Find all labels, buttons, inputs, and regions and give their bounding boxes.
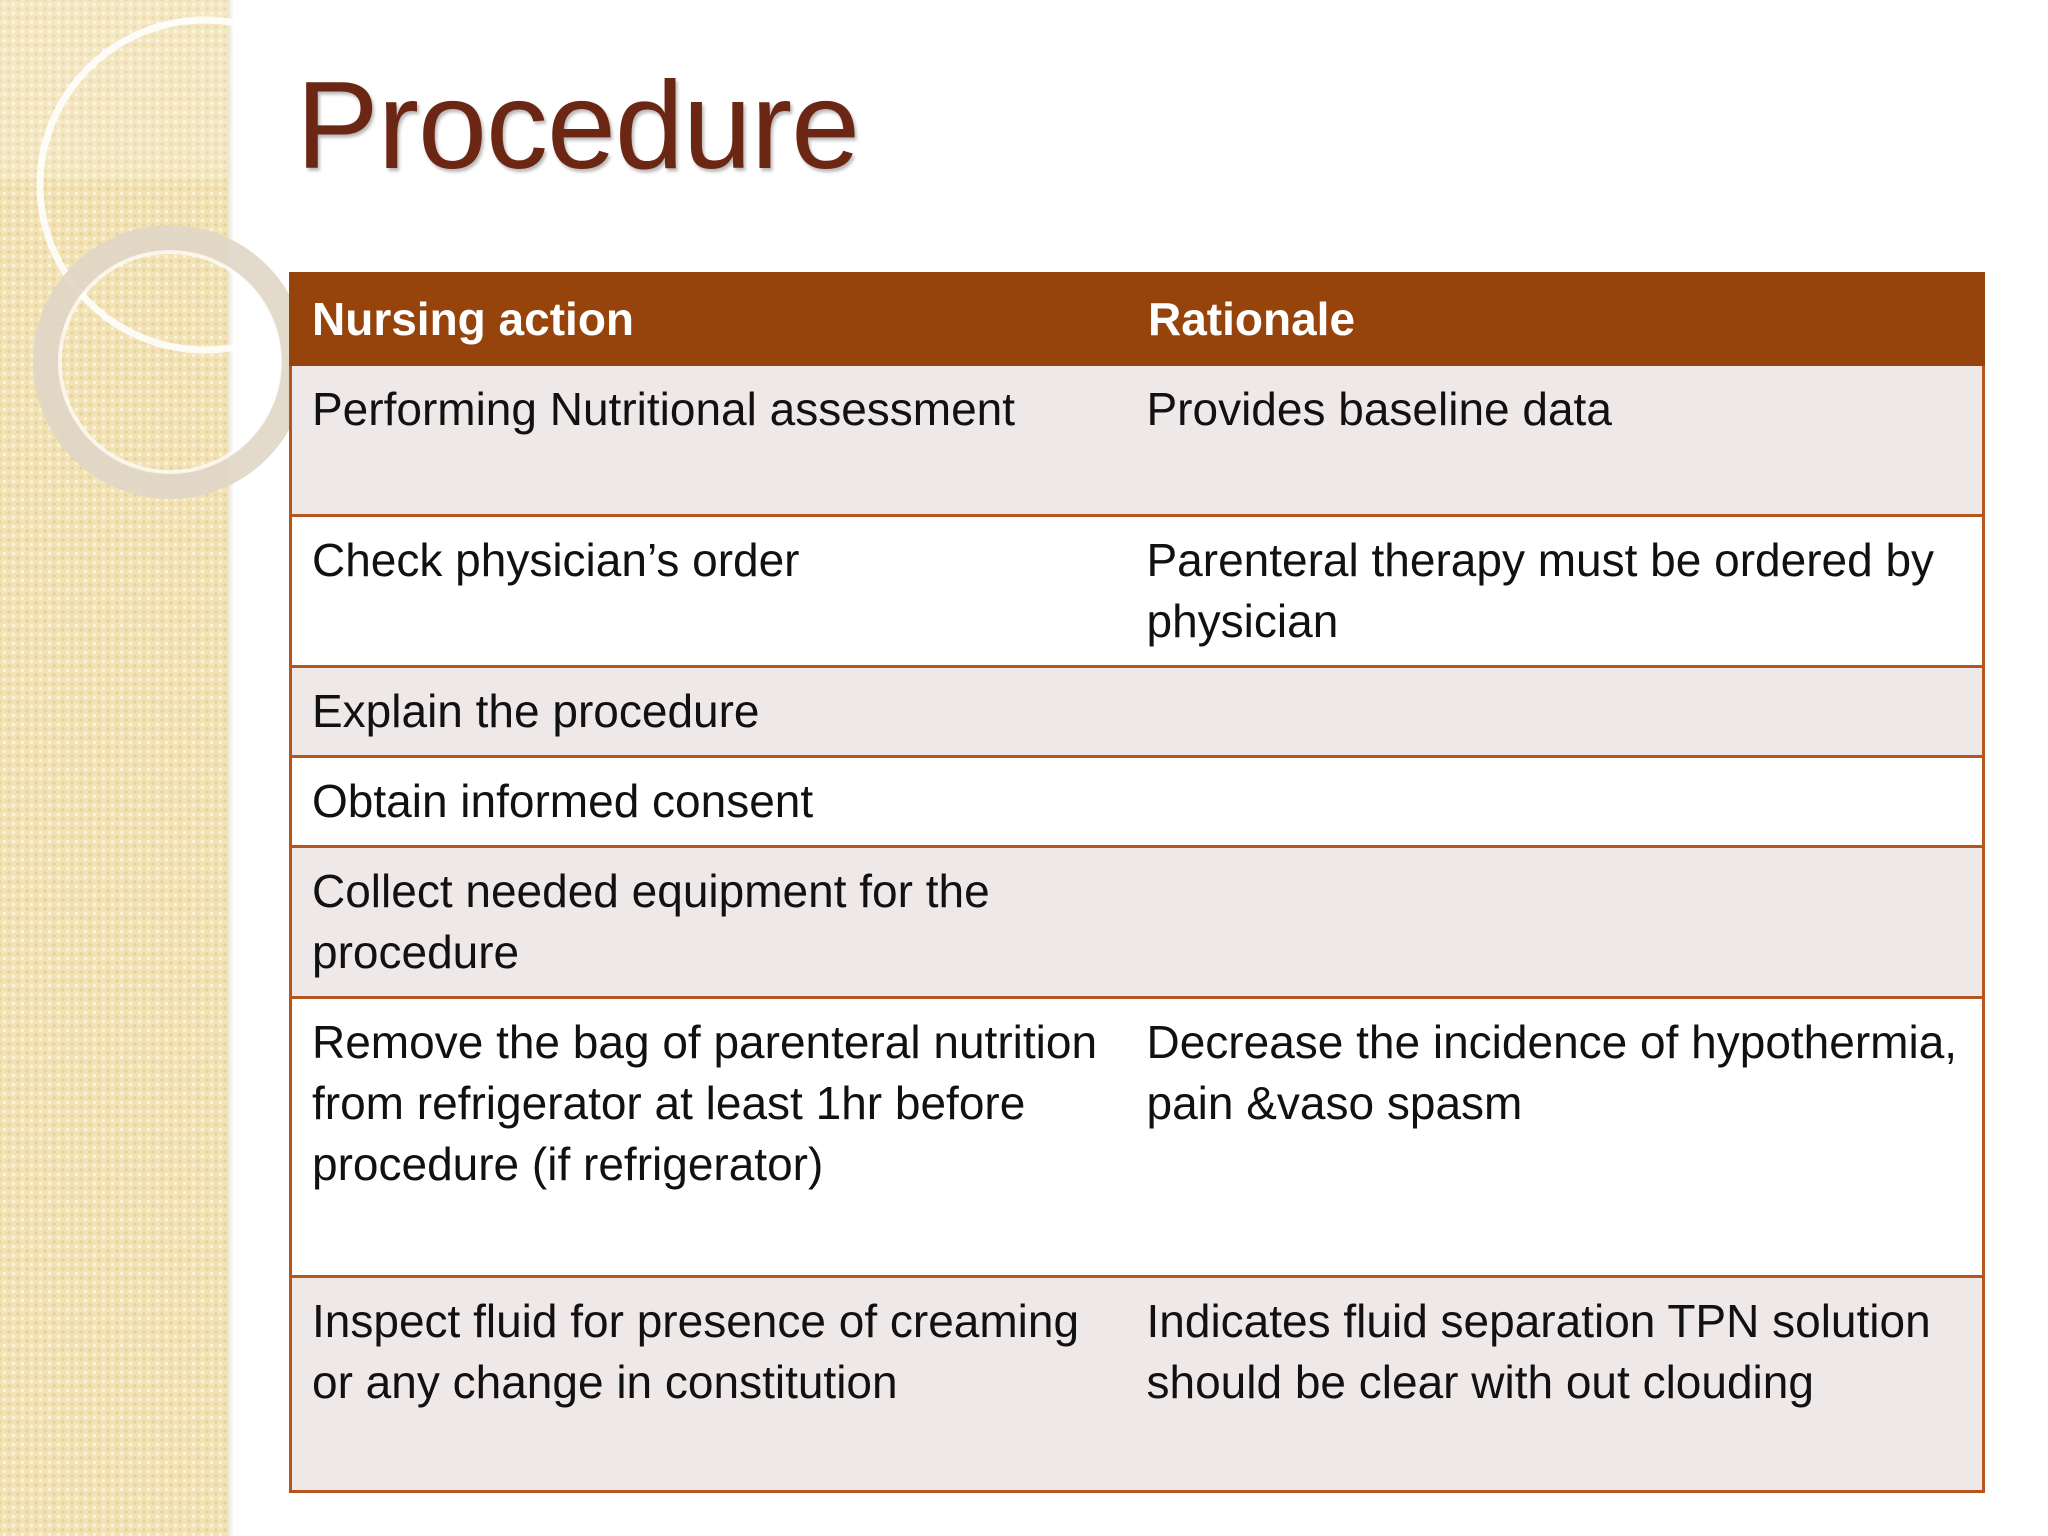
- table-row: [291, 365, 1984, 516]
- rationale-cell: Parenteral therapy must be ordered by physician: [1127, 516, 1984, 667]
- rationale-cell: Provides baseline data: [1127, 365, 1984, 516]
- table-header-row: [291, 274, 1984, 365]
- header-nursing-action: Nursing action: [291, 274, 1127, 365]
- rationale-cell: [1127, 757, 1984, 847]
- ring-decoration-icon: [0, 0, 300, 520]
- procedure-table: [289, 272, 1985, 1493]
- small-ring-inner-icon: [60, 252, 280, 472]
- rationale-cell: [1127, 847, 1984, 998]
- table-row: [291, 847, 1984, 998]
- rationale-cell: Decrease the incidence of hypothermia, pain &vaso spasm: [1127, 998, 1984, 1277]
- header-rationale: Rationale: [1127, 274, 1984, 365]
- rationale-cell: [1127, 667, 1984, 757]
- table-row: [291, 516, 1984, 667]
- rationale-cell: Indicates fluid separation TPN solution should be clear with out clouding: [1127, 1277, 1984, 1492]
- nursing-action-cell: Performing Nutritional assessment: [291, 365, 1127, 516]
- slide-title: Procedure: [296, 57, 860, 195]
- nursing-action-cell: Inspect fluid for presence of creaming or any change in constitution: [291, 1277, 1127, 1492]
- nursing-action-cell: Remove the bag of parenteral nutrition from refrigerator at least 1hr before procedure (if refrigerator): [291, 998, 1127, 1277]
- nursing-action-cell: Explain the procedure: [291, 667, 1127, 757]
- procedure-table-container: [289, 272, 1982, 1493]
- table-row: [291, 1277, 1984, 1492]
- ring-light-panel: [0, 0, 228, 180]
- table-row: [291, 667, 1984, 757]
- nursing-action-cell: Collect needed equipment for the procedure: [291, 847, 1127, 998]
- nursing-action-cell: Check physician’s order: [291, 516, 1127, 667]
- small-ring-outer-icon: [46, 238, 294, 486]
- nursing-action-cell: Obtain informed consent: [291, 757, 1127, 847]
- table-row: [291, 757, 1984, 847]
- table-row: [291, 998, 1984, 1277]
